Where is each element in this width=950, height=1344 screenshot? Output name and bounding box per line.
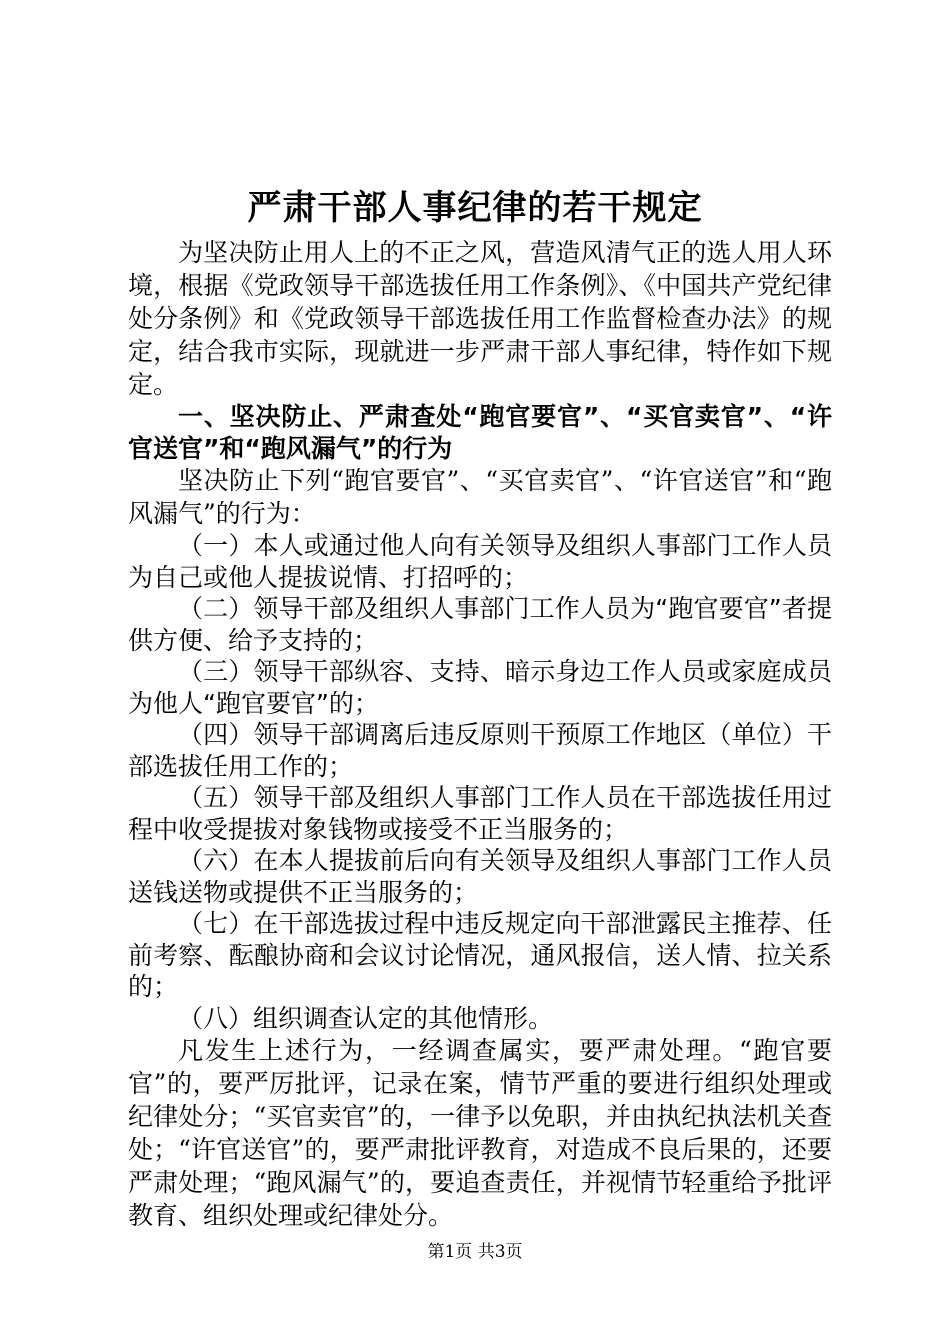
list-item-3: （三）领导干部纵容、支持、暗示身边工作人员或家庭成员为他人“跑官要官”的； [128,657,832,718]
list-item-5: （五）领导干部及组织人事部门工作人员在干部选拔任用过程中收受提拔对象钱物或接受不正当服务的； [128,783,832,844]
page-footer: 第1页 共3页 [427,1242,523,1262]
list-item-2: （二）领导干部及组织人事部门工作人员为“跑官要官”者提供方便、给予支持的； [128,594,832,655]
behaviors-intro-paragraph: 坚决防止下列“跑官要官”、“买官卖官”、“许官送官”和“跑风漏气”的行为： [128,466,832,528]
list-item-4: （四）领导干部调离后违反原则干预原工作地区（单位）干部选拔任用工作的； [128,720,832,781]
document-body [128,236,832,1232]
list-item-7: （七）在干部选拔过程中违反规定向干部泄露民主推荐、任前考察、酝酿协商和会议讨论情况，通风报信，送人情、拉关系的； [128,909,832,1001]
section-heading-1: 一、坚决防止、严肃查处“跑官要官”、“买官卖官”、“许官送官”和“跑风漏气”的行为 [128,402,832,463]
document-title: 严肃干部人事纪律的若干规定 [247,188,703,228]
list-item-6: （六）在本人提拔前后向有关领导及组织人事部门工作人员送钱送物或提供不正当服务的； [128,846,832,907]
penalty-paragraph: 凡发生上述行为，一经调查属实，要严肃处理。“跑官要官”的，要严厉批评，记录在案，情节严重的要进行组织处理或纪律处分；“买官卖官”的，一律予以免职，并由执纪执法机关查处；“许官送官”的，要严肃批评教育，对造成不良后果的，还要严肃处理；“跑风漏气”的，要追查责任，并视情节轻重给予批评教育、组织处理或纪律处分。 [128,1036,832,1230]
list-item-1: （一）本人或通过他人向有关领导及组织人事部门工作人员为自己或他人提拔说情、打招呼的； [128,531,832,592]
list-item-8: （八）组织调查认定的其他情形。 [178,1003,554,1033]
intro-paragraph: 为坚决防止用人上的不正之风，营造风清气正的选人用人环境，根据《党政领导干部选拔任用工作条例》、《中国共产党纪律处分条例》和《党政领导干部选拔任用工作监督检查办法》的规定，结合我市实际，现就进一步严肃干部人事纪律，特作如下规定。 [128,238,832,399]
